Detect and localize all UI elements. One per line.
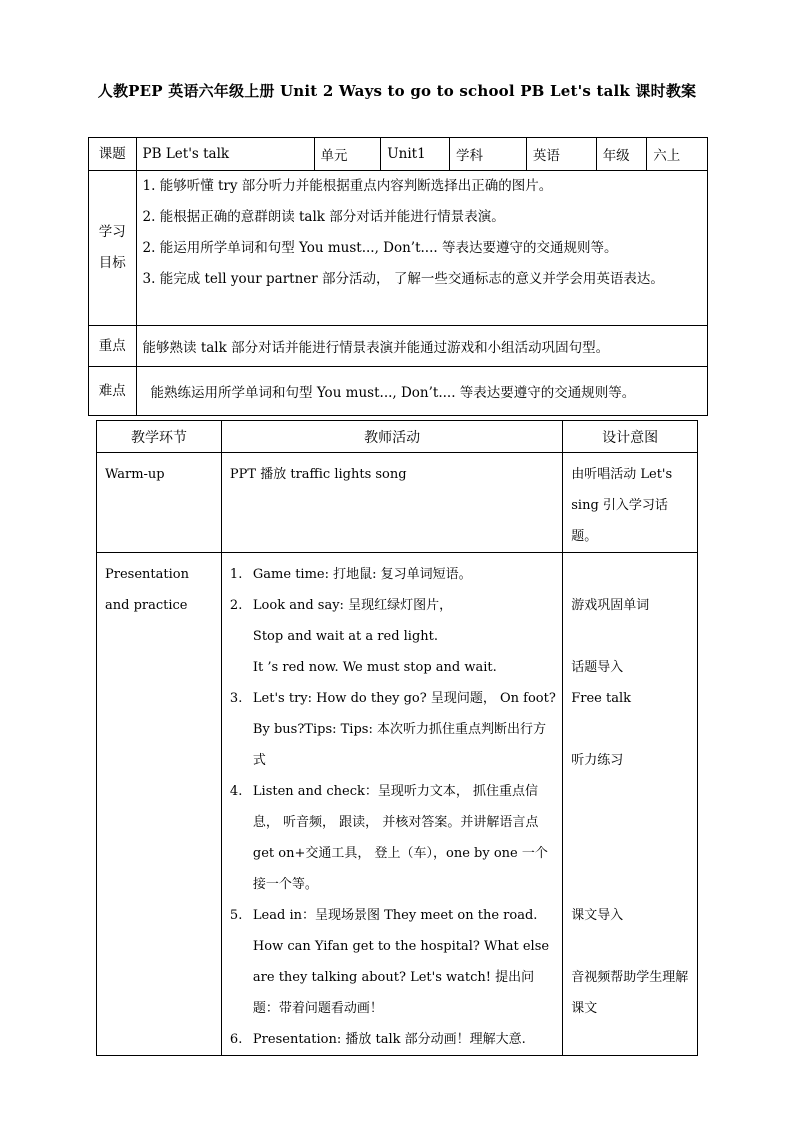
step-item: 2. Look and say: 呈现红绿灯图片， — [229, 598, 453, 613]
unit-value: Unit1 — [381, 138, 450, 171]
teaching-process-table — [96, 420, 698, 1056]
topic-label: 课题 — [89, 138, 137, 171]
step-item: It ’s red now. We must stop and wait. — [252, 660, 497, 675]
warmup-intent: 由听唱活动 Let's sing 引入学习话题。 — [563, 453, 698, 553]
intent-item: 听力练习 — [571, 753, 624, 768]
subject-value: 英语 — [526, 138, 596, 171]
document-title: 人教PEP 英语六年级上册 Unit 2 Ways to go to school PB Let's talk 课时教案 — [97, 82, 697, 100]
intent-item: 音视频帮助学生理解课文 — [571, 970, 689, 1016]
goals-list — [136, 171, 707, 326]
step-item: Stop and wait at a red light. — [252, 629, 439, 644]
difficulty-text: 能熟练运用所学单词和句型 You must..., Don’t.... 等表达要遵守的交通规则等。 — [136, 367, 707, 416]
step-item: 6. Presentation: 播放 talk 部分动画！理解大意. — [229, 1032, 526, 1047]
goals-row — [89, 171, 708, 326]
grade-label: 年级 — [596, 138, 647, 171]
warmup-stage: Warm-up — [97, 453, 222, 553]
info-row — [89, 138, 708, 171]
step-item: 1. Game time: 打地鼠: 复习单词短语。 — [229, 567, 472, 582]
intent-item: Free talk — [571, 691, 632, 706]
goal-item: 2. 能运用所学单词和句型 You must..., Don’t.... 等表达要遵守的交通规则等。 — [142, 240, 618, 256]
subject-label: 学科 — [450, 138, 527, 171]
lesson-info-table — [88, 137, 708, 416]
unit-label: 单元 — [314, 138, 381, 171]
goal-item: 1. 能够听懂 try 部分听力并能根据重点内容判断选择出正确的图片。 — [142, 178, 553, 194]
intent-item: 话题导入 — [571, 660, 624, 675]
header-activity: 教师活动 — [221, 421, 562, 453]
presentation-row — [97, 553, 698, 1056]
intent-item: 游戏巩固单词 — [571, 598, 650, 613]
step-item: 4. Listen and check：呈现听力文本， 抓住重点信息， 听音频， 跟读， 并核对答案。并讲解语言点 get on+交通工具， 登上（车），one by one 一个接一个等。 — [229, 784, 548, 892]
topic-value: PB Let's talk — [136, 138, 314, 171]
step-list — [230, 559, 556, 1055]
presentation-activity — [221, 553, 562, 1056]
presentation-stage: Presentation and practice — [97, 553, 222, 1056]
header-stage: 教学环节 — [97, 421, 222, 453]
key-point-row — [89, 326, 708, 367]
header-intent: 设计意图 — [563, 421, 698, 453]
intent-item: 课文导入 — [571, 908, 624, 923]
difficulty-row — [89, 367, 708, 416]
goals-label: 学习 目标 — [89, 171, 137, 326]
step-item: 5. Lead in：呈现场景图 They meet on the road. How can Yifan get to the hospital? What else are they talking about? Let's watch! 提出问题：带着问题看动画！ — [229, 908, 550, 1016]
grade-value: 六上 — [647, 138, 708, 171]
goal-item: 3. 能完成 tell your partner 部分活动， 了解一些交通标志的意义并学会用英语表达。 — [142, 271, 664, 287]
presentation-intents — [563, 553, 698, 1056]
goal-item: 2. 能根据正确的意群朗读 talk 部分对话并能进行情景表演。 — [142, 209, 505, 225]
key-point-text: 能够熟读 talk 部分对话并能进行情景表演并能通过游戏和小组活动巩固句型。 — [136, 326, 707, 367]
warmup-row — [97, 453, 698, 553]
process-header-row — [97, 421, 698, 453]
step-item: 3. Let's try: How do they go? 呈现问题， On foot? By bus?Tips: Tips: 本次听力抓住重点判断出行方式 — [229, 691, 556, 768]
warmup-activity: PPT 播放 traffic lights song — [221, 453, 562, 553]
difficulty-label: 难点 — [89, 367, 137, 416]
key-point-label: 重点 — [89, 326, 137, 367]
